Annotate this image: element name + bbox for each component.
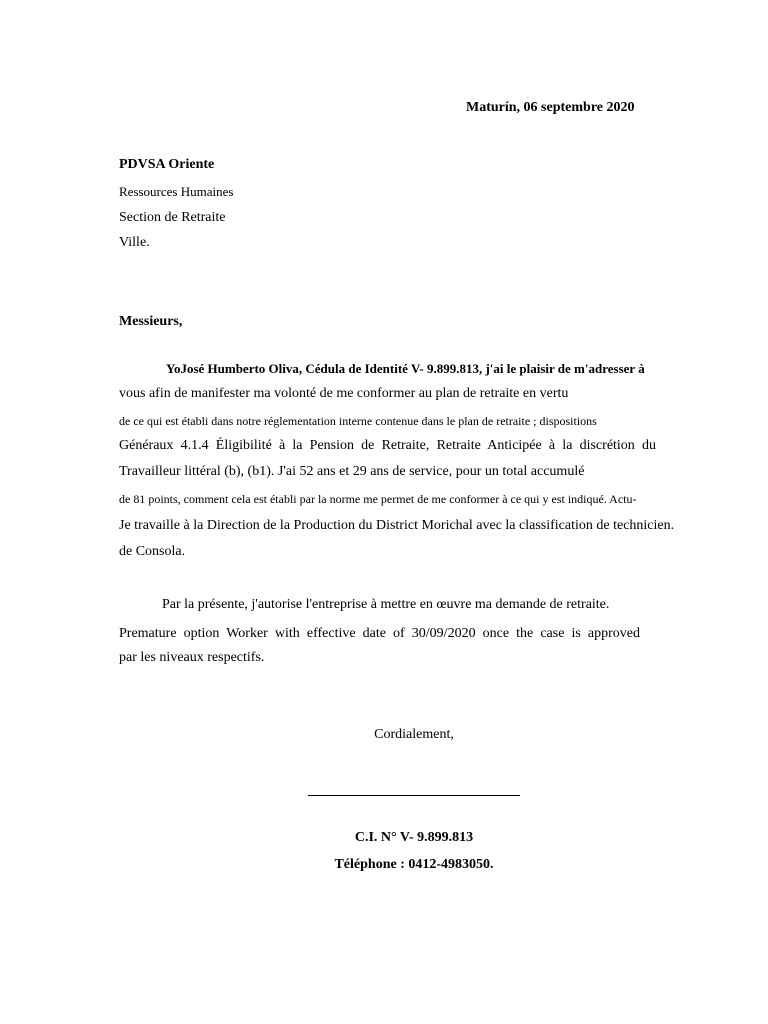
body-line-2: vous afin de manifester ma volonté de me conformer au plan de retraite en vertu	[119, 386, 569, 401]
recipient-department: Ressources Humaines	[119, 184, 234, 199]
body-line-5: Travailleur littéral (b), (b1). J'ai 52 ans et 29 ans de service, pour un total accumulé	[119, 464, 585, 479]
body-line-4: Généraux 4.1.4 Éligibilité à la Pension de Retraite, Retraite Anticipée à la discrétion du	[119, 438, 656, 453]
signature-line	[308, 795, 520, 796]
recipient-section: Section de Retraite	[119, 210, 226, 225]
authorization-line-2: Premature option Worker with effective date of 30/09/2020 once the case is approved	[119, 626, 640, 641]
body-line-3: de ce qui est établi dans notre réglementation interne contenue dans le plan de retraite ; dispositions	[119, 414, 597, 428]
authorization-line-3: par les niveaux respectifs.	[119, 650, 265, 665]
closing: Cordialement,	[374, 727, 454, 742]
letter-date: Maturín, 06 septembre 2020	[466, 100, 635, 115]
body-line-8: de Consola.	[119, 544, 186, 559]
recipient-city: Ville.	[119, 235, 150, 250]
signature-phone: Téléphone : 0412-4983050.	[334, 857, 494, 872]
authorization-line-1: Par la présente, j'autorise l'entreprise à mettre en œuvre ma demande de retraite.	[162, 597, 610, 612]
body-line-6: de 81 points, comment cela est établi par la norme me permet de me conformer à ce qui y est indiqué. Actu-	[119, 492, 637, 506]
salutation: Messieurs,	[119, 314, 183, 329]
recipient-company: PDVSA Oriente	[119, 157, 215, 172]
body-intro: YoJosé Humberto Oliva, Cédula de Identité V- 9.899.813, j'ai le plaisir de m'adresser à	[166, 361, 645, 376]
body-line-7: Je travaille à la Direction de la Production du District Morichal avec la classification de technicien.	[119, 518, 675, 533]
signature-id: C.I. N° V- 9.899.813	[354, 830, 474, 845]
